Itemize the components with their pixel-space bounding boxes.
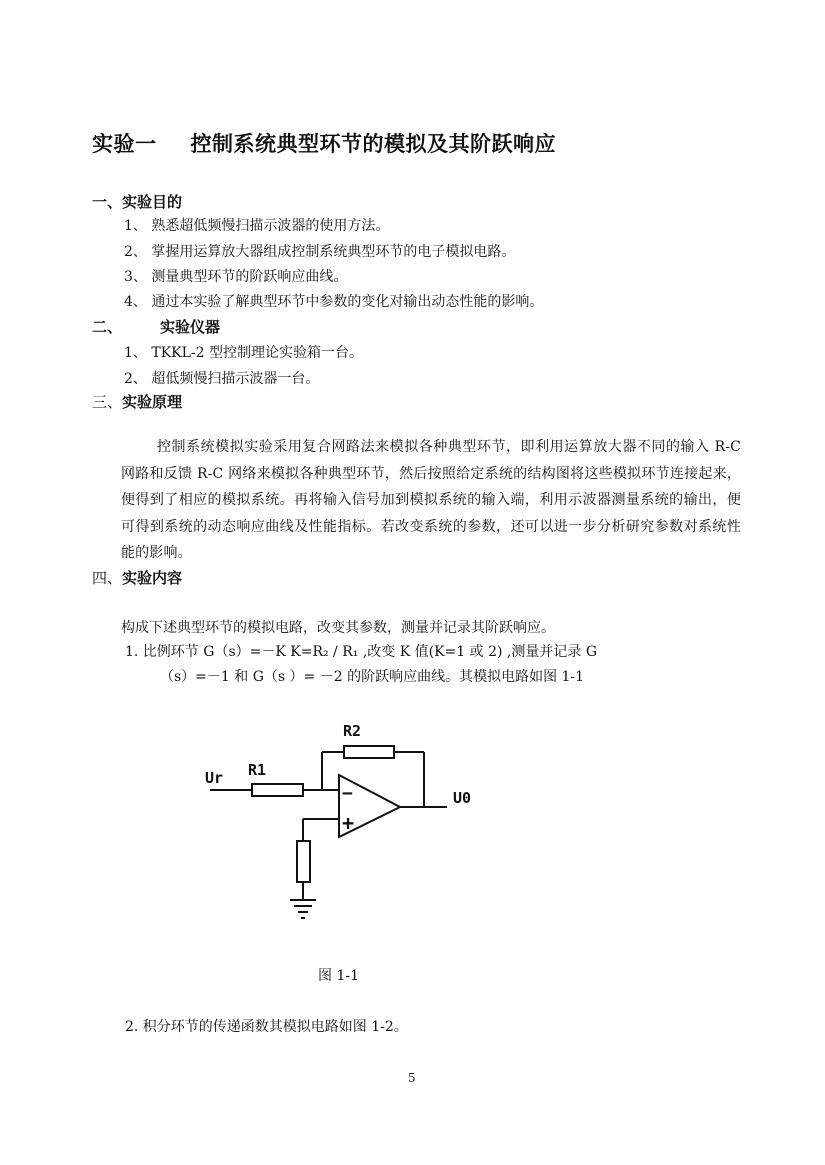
principle-paragraph: 控制系统模拟实验采用复合网路法来模拟各种典型环节，即利用运算放大器不同的输入 R-C 网路和反馈 R-C 网络来模拟各种典型环节，然后按照给定系统的结构图将这些模拟环节连接起来，便得到了相应的模拟系统。再将输入信号加到模拟系统的输入端，利用示波器测量系统的输出，便可得到系统的动态响应曲线及性能指标。若改变系统的参数，还可以进一步分析研究参数对系统性能的影响。 bbox=[121, 439, 741, 561]
title-experiment-number: 实验一 bbox=[92, 132, 157, 156]
resistor-r1 bbox=[252, 784, 303, 796]
content-item-1-line-1: 1. 比例环节 G（s）=－K K=R₂ / R₁ ,改变 K 值(K=1 或 2) ,测量并记录 G bbox=[125, 644, 597, 660]
section-heading-principle bbox=[92, 391, 182, 412]
circuit-diagram-1-1 bbox=[195, 712, 495, 927]
page-number: 5 bbox=[408, 1071, 416, 1085]
section-heading-objectives: 一、实验目的 bbox=[92, 193, 183, 211]
instrument-item-2: 2、 超低频慢扫描示波器一台。 bbox=[124, 371, 320, 387]
content-item-2: 2. 积分环节的传递函数其模拟电路如图 1-2。 bbox=[125, 1019, 408, 1035]
label-inverting-minus: − bbox=[342, 783, 353, 804]
resistor-r3 bbox=[297, 841, 310, 882]
objective-item-1: 1、 熟悉超低频慢扫描示波器的使用方法。 bbox=[124, 218, 390, 234]
label-ur: Ur bbox=[205, 769, 224, 787]
instrument-item-1: 1、 TKKL-2 型控制理论实验箱一台。 bbox=[124, 345, 363, 361]
section-heading-instruments bbox=[92, 316, 220, 337]
objective-item-2: 2、 掌握用运算放大器组成控制系统典型环节的电子模拟电路。 bbox=[124, 244, 516, 260]
resistor-r2 bbox=[344, 746, 394, 758]
section-heading-content bbox=[92, 567, 182, 588]
label-r2: R2 bbox=[343, 722, 362, 740]
page-title bbox=[92, 128, 556, 158]
figure-caption: 图 1-1 bbox=[318, 968, 359, 984]
content-item-1-line-2: （s）=－1 和 G（s ）= －2 的阶跃响应曲线。其模拟电路如图 1-1 bbox=[160, 669, 585, 685]
section-title: 实验仪器 bbox=[160, 318, 221, 336]
section-title: 实验原理 bbox=[122, 393, 183, 411]
label-r1: R1 bbox=[248, 761, 267, 779]
title-text: 控制系统典型环节的模拟及其阶跃响应 bbox=[190, 132, 556, 156]
content-intro: 构成下述典型环节的模拟电路，改变其参数，测量并记录其阶跃响应。 bbox=[121, 620, 555, 636]
section-title: 实验内容 bbox=[122, 569, 183, 587]
label-u0: U0 bbox=[453, 789, 472, 807]
objective-item-3: 3、 测量典型环节的阶跃响应曲线。 bbox=[124, 269, 348, 285]
objective-item-4: 4、 通过本实验了解典型环节中参数的变化对输出动态性能的影响。 bbox=[124, 294, 544, 310]
section-number: 二、 bbox=[92, 318, 123, 336]
section-number: 四、 bbox=[92, 569, 123, 587]
label-noninverting-plus: + bbox=[342, 811, 355, 835]
section-number: 三、 bbox=[92, 393, 123, 411]
